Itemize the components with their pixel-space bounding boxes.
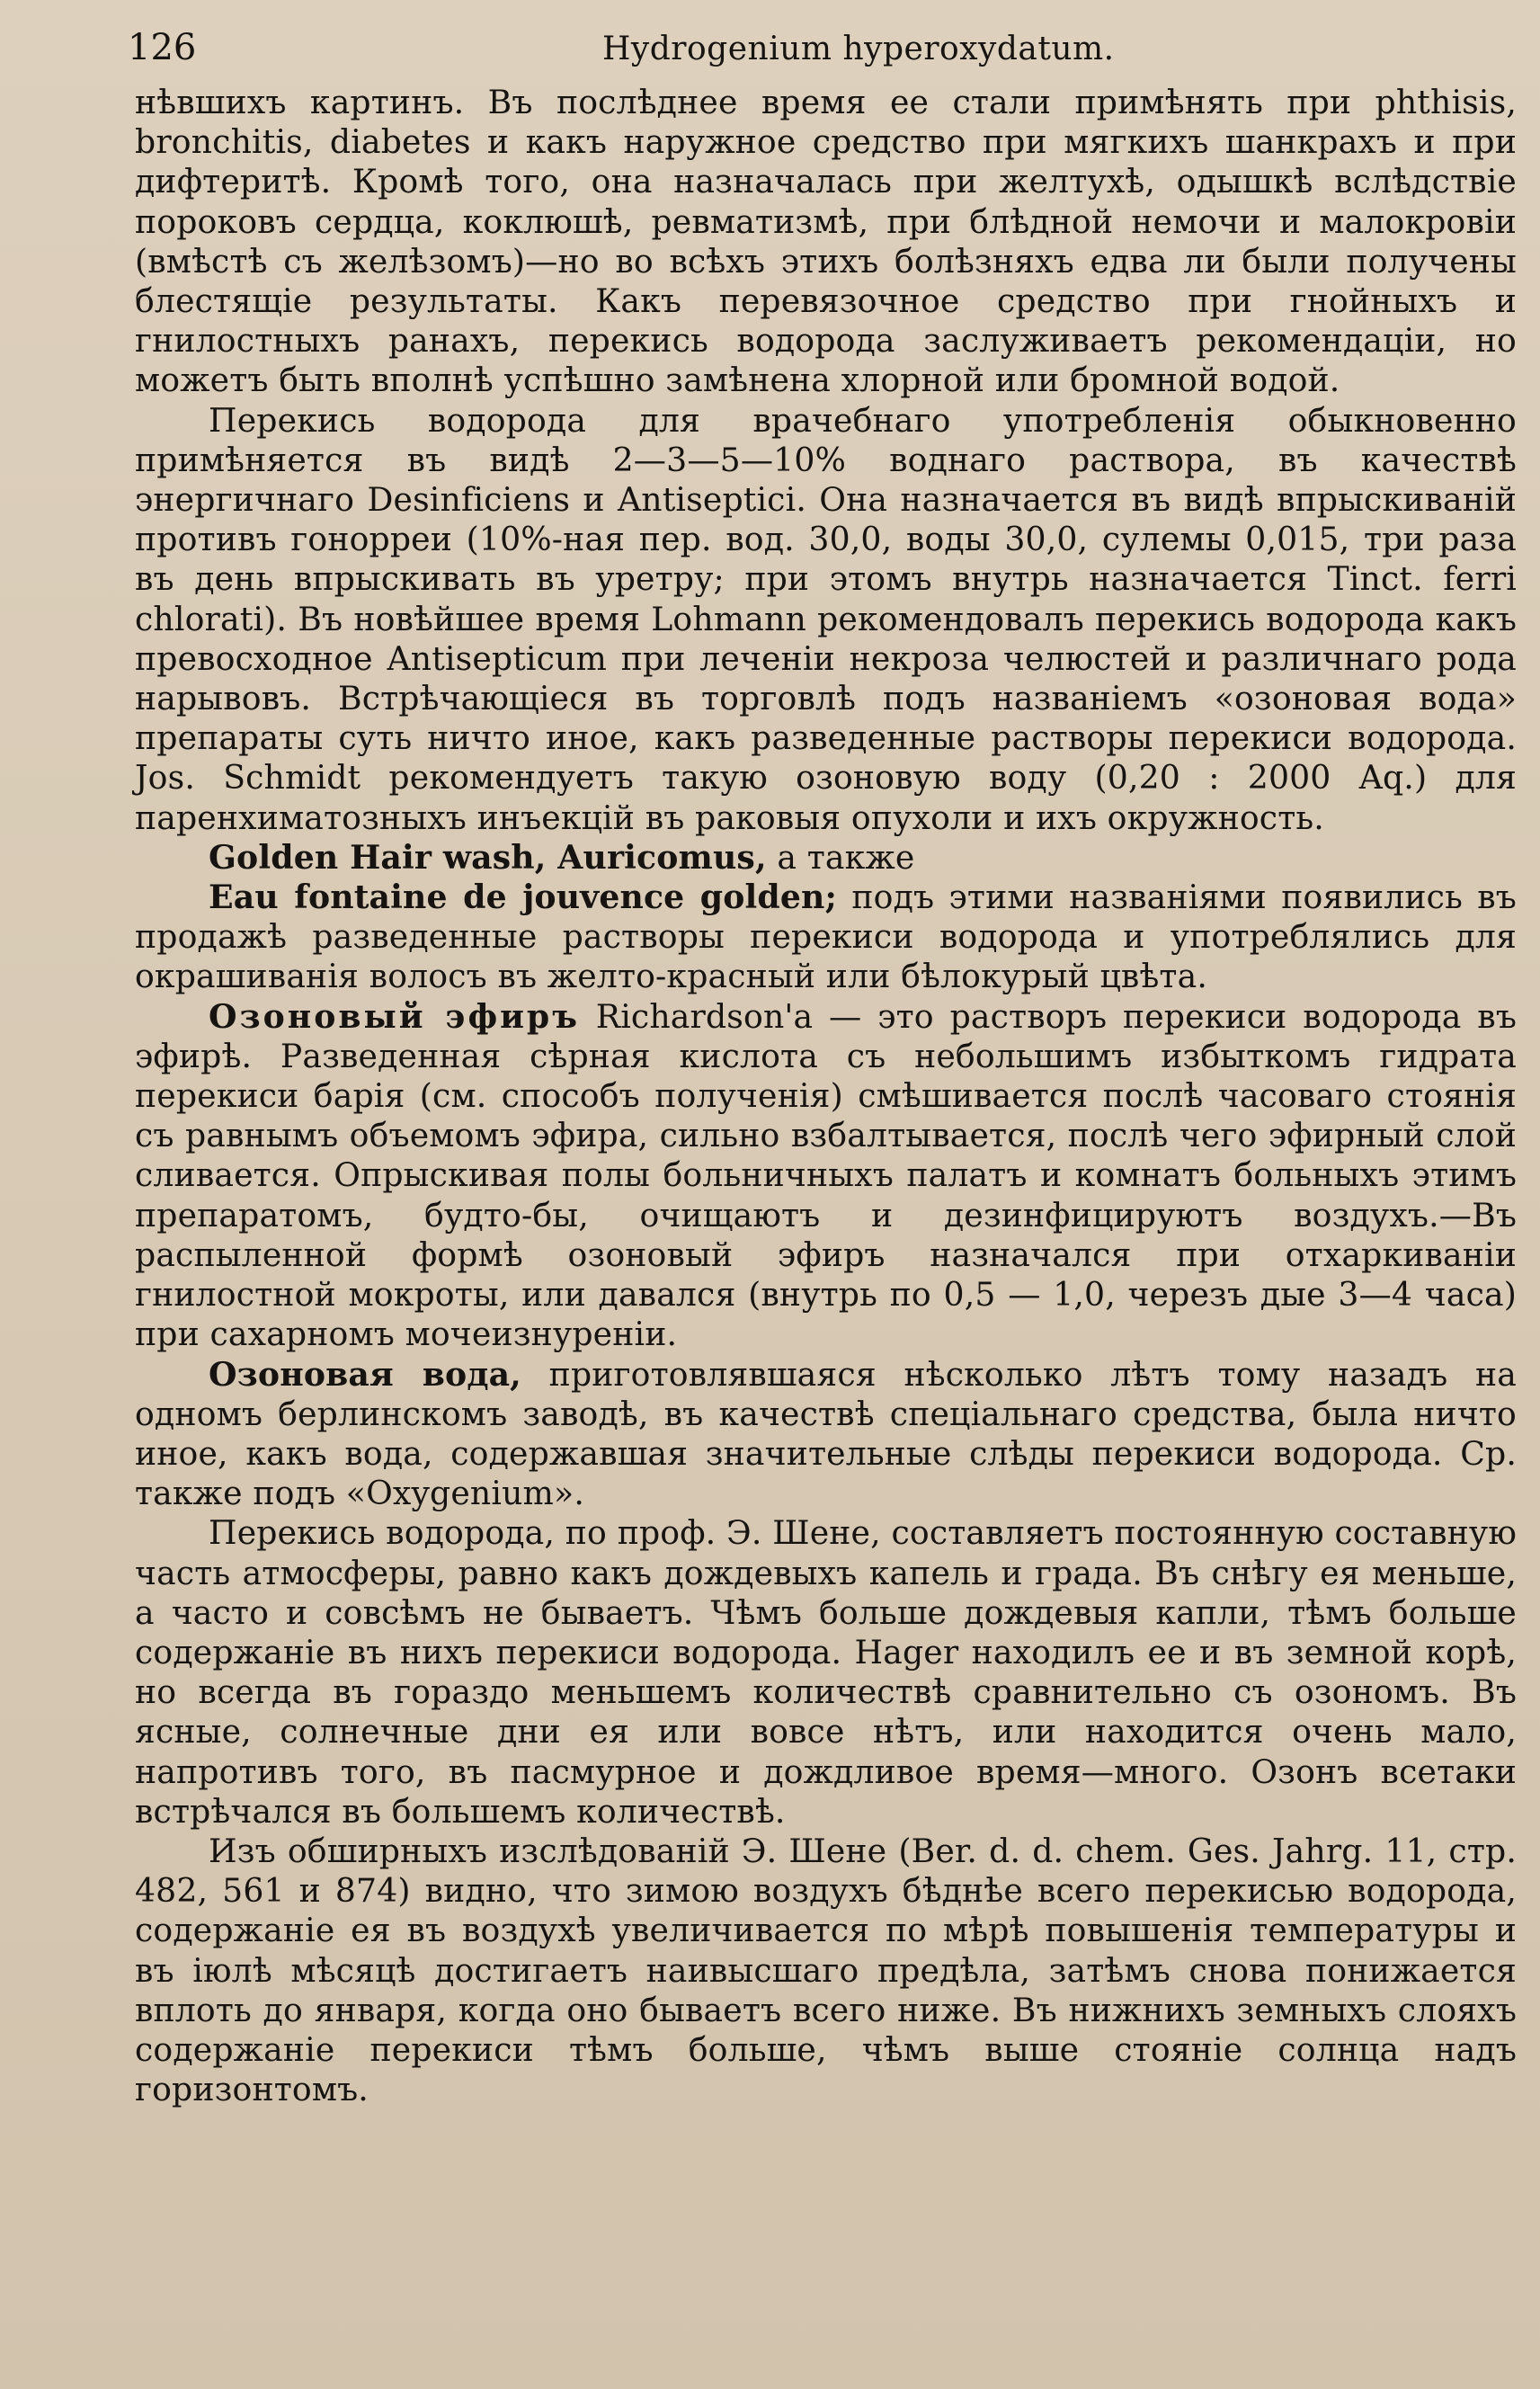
paragraph-eau-fontaine-text: подъ этими названіями появились въ продажѣ разведенные растворы перекиси водорода и употреблялись для окрашиванія волосъ въ желто-красный или бѣлокурый цвѣта. (135, 878, 1517, 996)
term-eau-fontaine: Eau fontaine de jouvence golden; (209, 878, 838, 917)
paragraph-continued: нѣвшихъ картинъ. Въ послѣднее время ее стали примѣнять при phthisis, bronchitis, diabetes и какъ наружное средство при мягкихъ шанкрахъ и при дифтеритѣ. Кромѣ того, она назначалась при желтухѣ, одышкѣ вслѣдствіе пороковъ сердца, коклюшѣ, ревматизмѣ, при блѣдной немочи и малокровіи (вмѣстѣ съ желѣзомъ)—но во всѣхъ этихъ болѣзняхъ едва ли были получены блестящіе результаты. Какъ перевязочное средство при гнойныхъ и гнилостныхъ ранахъ, перекись водорода заслуживаетъ рекомендаціи, но можетъ быть вполнѣ успѣшно замѣнена хлорной или бромной водой. (135, 83, 1517, 400)
page-number: 126 (128, 27, 197, 68)
paragraph-ozone-ether (135, 997, 1517, 1355)
paragraph-medical-use: Перекись водорода для врачебнаго употребленія обыкновенно примѣняется въ видѣ 2—3—5—10% воднаго раствора, въ качествѣ энергичнаго Desinficiens и Antiseptici. Она назначается въ видѣ впрыскиваній противъ гонорреи (10%-ная пер. вод. 30,0, воды 30,0, сулемы 0,015, три раза въ день впрыскивать въ уретру; при этомъ внутрь назначается Tinct. ferri chlorati). Въ новѣйшее время Lohmann рекомендовалъ перекись водорода какъ превосходное Antisepticum при леченіи некроза челюстей и различнаго рода нарывовъ. Встрѣчающіеся въ торговлѣ подъ названіемъ «озоновая вода» препараты суть ничто иное, какъ разведенные растворы перекиси водорода. Jos. Schmidt рекомендуетъ такую озоновую воду (0,20 : 2000 Aq.) для паренхиматозныхъ инъекцій въ раковыя опухоли и ихъ окружность. (135, 400, 1517, 837)
paragraph-eau-fontaine (135, 878, 1517, 997)
paragraph-ozone-ether-text: Richardson'a — это растворъ перекиси водорода въ эфирѣ. Разведенная сѣрная кислота съ небольшимъ избыткомъ гидрата перекиси барія (см. способъ полученія) смѣшивается послѣ часоваго стоянія съ равнымъ объемомъ эфира, сильно взбалтывается, послѣ чего эфирный слой сливается. Опрыскивая полы больничныхъ палатъ и комнатъ больныхъ этимъ препаратомъ, будто-бы, очищаютъ и дезинфицируютъ воздухъ.—Въ распыленной формѣ озоновый эфиръ назначался при отхаркиваніи гнилостной мокроты, или давался (внутрь по 0,5 — 1,0, черезъ дые 3—4 часа) при сахарномъ мочеизнуреніи. (135, 996, 1517, 1354)
paragraph-atmosphere: Перекись водорода, по проф. Э. Шене, составляетъ постоянную составную часть атмосферы, равно какъ дождевыхъ капель и града. Въ снѣгу ея меньше, а часто и совсѣмъ не бываетъ. Чѣмъ больше дождевыя капли, тѣмъ больше содержаніе въ нихъ перекиси водорода. Hager находилъ ее и въ земной корѣ, но всегда въ гораздо меньшемъ количествѣ сравнительно съ озономъ. Въ ясные, солнечные дни ея или вовсе нѣтъ, или находится очень мало, напротивъ того, въ пасмурное и дождливое время—много. Озонъ всетаки встрѣчался въ большемъ количествѣ. (135, 1513, 1517, 1831)
paragraph-golden-hair-wash (135, 838, 1517, 878)
paragraph-ozone-water-text: приготовлявшаяся нѣсколько лѣтъ тому назадъ на одномъ берлинскомъ заводѣ, въ качествѣ спеціальнаго средства, была ничто иное, какъ вода, содержавшая значительные слѣды перекиси водорода. Ср. также подъ «Oxygenium». (135, 1354, 1517, 1513)
running-head: Hydrogenium hyperoxydatum. (602, 31, 1115, 67)
paragraph-ozone-water (135, 1355, 1517, 1514)
term-golden-hair-wash: Golden Hair wash, Auricomus, (209, 837, 767, 877)
page-header (128, 20, 1517, 83)
term-ozone-ether: Озоновый эфиръ (209, 996, 580, 1036)
term-ozone-water: Озоновая вода, (209, 1354, 521, 1394)
body-text (135, 83, 1517, 2109)
paragraph-golden-hair-wash-text: а также (766, 837, 915, 877)
paragraph-schoene-research: Изъ обширныхъ изслѣдованій Э. Шене (Ber. d. d. chem. Ges. Jahrg. 11, стр. 482, 561 и 874) видно, что зимою воздухъ бѣднѣе всего перекисью водорода, содержаніе ея въ воздухѣ увеличивается по мѣрѣ повышенія температуры и въ іюлѣ мѣсяцѣ достигаетъ наивысшаго предѣла, затѣмъ снова понижается вплоть до января, когда оно бываетъ всего ниже. Въ нижнихъ земныхъ слояхъ содержаніе перекиси тѣмъ больше, чѣмъ выше стояніе солнца надъ горизонтомъ. (135, 1831, 1517, 2109)
